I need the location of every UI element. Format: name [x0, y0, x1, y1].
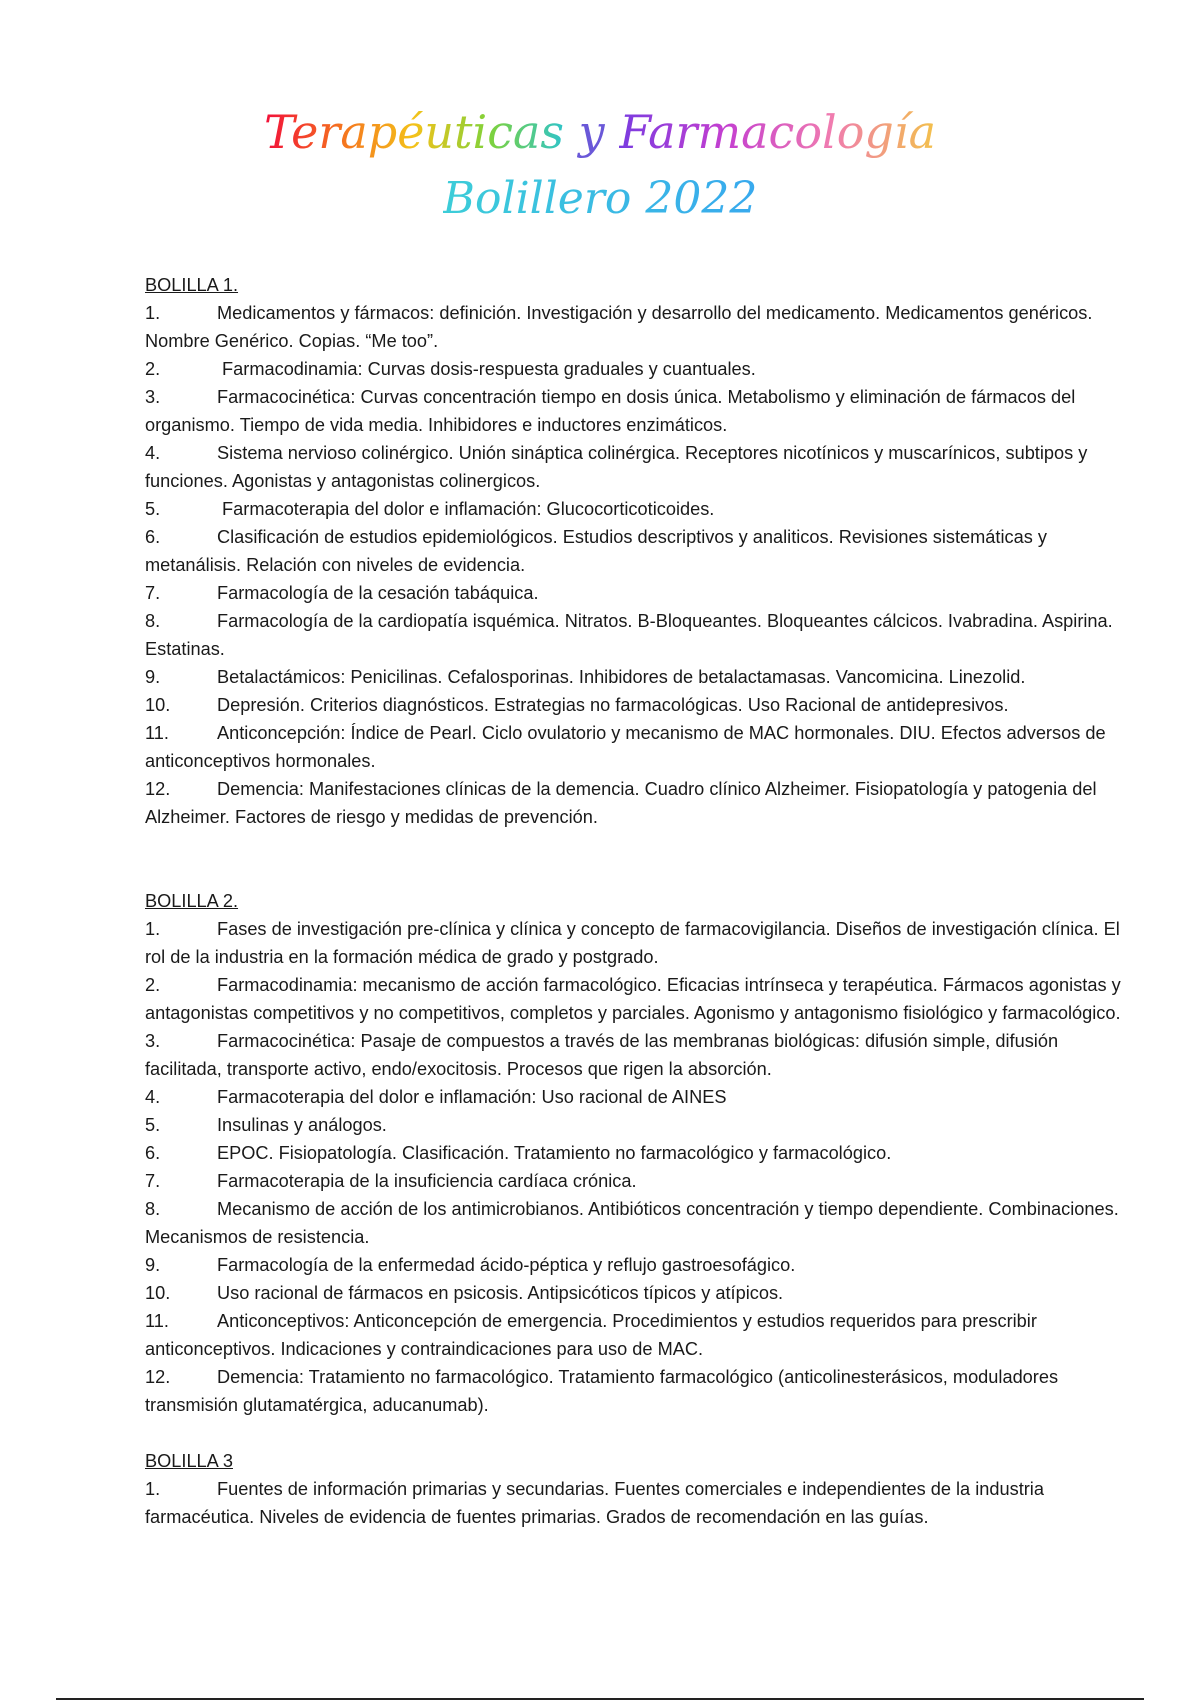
item-number: 1. — [145, 919, 161, 939]
item-text: Mecanismo de acción de los antimicrobianos. Antibióticos concentración y tiempo dependiente. Combinaciones. Mecanismos de resistencia. — [145, 1199, 1119, 1247]
document-subtitle — [0, 170, 1200, 228]
section-spacer — [145, 831, 1125, 887]
list-item — [145, 719, 1125, 775]
section-heading: BOLILLA 2. — [145, 891, 239, 911]
list-item — [145, 495, 1125, 523]
item-number: 9. — [145, 667, 161, 687]
item-number: 9. — [145, 1255, 161, 1275]
item-number: 7. — [145, 1171, 161, 1191]
item-text: EPOC. Fisiopatología. Clasificación. Tratamiento no farmacológico y farmacológico. — [217, 1143, 892, 1163]
item-number: 1. — [145, 1479, 161, 1499]
item-text: Betalactámicos: Penicilinas. Cefalosporinas. Inhibidores de betalactamasas. Vancomicina. Linezolid. — [217, 667, 1026, 687]
list-item — [145, 775, 1125, 831]
item-text: Farmacoterapia del dolor e inflamación: Glucocorticoticoides. — [217, 499, 715, 519]
list-item — [145, 1475, 1125, 1531]
item-number: 6. — [145, 527, 161, 547]
item-text: Demencia: Tratamiento no farmacológico. Tratamiento farmacológico (anticolinesterásicos, moduladores transmisión glutamatérgica, aducanumab). — [145, 1367, 1059, 1415]
list-item — [145, 663, 1125, 691]
item-number: 4. — [145, 1087, 161, 1107]
list-item — [145, 1307, 1125, 1363]
list-item — [145, 1251, 1125, 1279]
list-item — [145, 1363, 1125, 1419]
item-number: 4. — [145, 443, 161, 463]
item-number: 6. — [145, 1143, 161, 1163]
item-text: Insulinas y análogos. — [217, 1115, 387, 1135]
item-number: 10. — [145, 1283, 171, 1303]
section-heading: BOLILLA 1. — [145, 275, 239, 295]
item-text: Farmacodinamia: Curvas dosis-respuesta graduales y cuantuales. — [217, 359, 756, 379]
item-text: Farmacoterapia de la insuficiencia cardíaca crónica. — [217, 1171, 637, 1191]
item-text: Farmacoterapia del dolor e inflamación: Uso racional de AINES — [217, 1087, 727, 1107]
item-text: Demencia: Manifestaciones clínicas de la demencia. Cuadro clínico Alzheimer. Fisiopatología y patogenia del Alzheimer. Factores de riesgo y medidas de prevención. — [145, 779, 1097, 827]
list-item — [145, 1139, 1125, 1167]
section-bolilla-3 — [145, 1447, 1125, 1531]
item-text: Fuentes de información primarias y secundarias. Fuentes comerciales e independientes de la industria farmacéutica. Niveles de evidencia de fuentes primarias. Grados de recomendación en las guías. — [145, 1479, 1044, 1527]
list-item — [145, 579, 1125, 607]
title-word-terapeuticas: Terapéuticas — [264, 102, 564, 162]
item-number: 8. — [145, 1199, 161, 1219]
list-item — [145, 915, 1125, 971]
list-item — [145, 971, 1125, 1027]
item-text: Farmacología de la cesación tabáquica. — [217, 583, 539, 603]
item-number: 12. — [145, 779, 171, 799]
list-item — [145, 383, 1125, 439]
title-word-farmacologia: Farmacología — [619, 102, 936, 162]
section-bolilla-1 — [145, 271, 1125, 831]
item-text: Farmacodinamia: mecanismo de acción farmacológico. Eficacias intrínseca y terapéutica. Fármacos agonistas y antagonistas competitivos y no competitivos, completos y parciales. Agonismo y antagonismo fisiológico y farmacológico. — [145, 975, 1121, 1023]
item-text: Anticoncepción: Índice de Pearl. Ciclo ovulatorio y mecanismo de MAC hormonales. DIU. Efectos adversos de anticonceptivos hormonales. — [145, 723, 1106, 771]
list-item — [145, 1083, 1125, 1111]
list-item — [145, 523, 1125, 579]
item-number: 5. — [145, 499, 161, 519]
document-title — [0, 102, 1200, 162]
section-heading: BOLILLA 3 — [145, 1451, 233, 1471]
item-text: Farmacocinética: Pasaje de compuestos a través de las membranas biológicas: difusión simple, difusión facilitada, transporte activo, endo/exocitosis. Procesos que rigen la absorción. — [145, 1031, 1059, 1079]
item-text: Sistema nervioso colinérgico. Unión sináptica colinérgica. Receptores nicotínicos y muscarínicos, subtipos y funciones. Agonistas y antagonistas colinergicos. — [145, 443, 1088, 491]
item-text: Farmacocinética: Curvas concentración tiempo en dosis única. Metabolismo y eliminación de fármacos del organismo. Tiempo de vida media. Inhibidores e inductores enzimáticos. — [145, 387, 1076, 435]
list-item — [145, 1167, 1125, 1195]
item-number: 11. — [145, 723, 169, 743]
item-number: 12. — [145, 1367, 171, 1387]
list-item — [145, 691, 1125, 719]
list-item — [145, 355, 1125, 383]
list-item — [145, 607, 1125, 663]
list-item — [145, 1027, 1125, 1083]
item-number: 3. — [145, 387, 161, 407]
item-number: 2. — [145, 975, 161, 995]
document-body — [145, 271, 1125, 1531]
subtitle-text: Bolillero 2022 — [442, 173, 758, 224]
item-text: Medicamentos y fármacos: definición. Investigación y desarrollo del medicamento. Medicamentos genéricos. Nombre Genérico. Copias. “Me too”. — [145, 303, 1093, 351]
title-word-y: y — [578, 105, 605, 159]
item-text: Depresión. Criterios diagnósticos. Estrategias no farmacológicas. Uso Racional de antidepresivos. — [217, 695, 1009, 715]
item-number: 11. — [145, 1311, 169, 1331]
item-text: Anticonceptivos: Anticoncepción de emergencia. Procedimientos y estudios requeridos para prescribir anticonceptivos. Indicaciones y contraindicaciones para uso de MAC. — [145, 1311, 1037, 1359]
list-item — [145, 299, 1125, 355]
item-number: 7. — [145, 583, 161, 603]
item-text: Clasificación de estudios epidemiológicos. Estudios descriptivos y analiticos. Revisiones sistemáticas y metanálisis. Relación con niveles de evidencia. — [145, 527, 1047, 575]
section-spacer — [145, 1419, 1125, 1447]
item-text: Uso racional de fármacos en psicosis. Antipsicóticos típicos y atípicos. — [217, 1283, 784, 1303]
item-number: 8. — [145, 611, 161, 631]
list-item — [145, 1195, 1125, 1251]
item-text: Fases de investigación pre-clínica y clínica y concepto de farmacovigilancia. Diseños de investigación clínica. El rol de la industria en la formación médica de grado y postgrado. — [145, 919, 1120, 967]
item-number: 10. — [145, 695, 171, 715]
item-text: Farmacología de la enfermedad ácido-péptica y reflujo gastroesofágico. — [217, 1255, 796, 1275]
list-item — [145, 439, 1125, 495]
item-number: 5. — [145, 1115, 161, 1135]
list-item — [145, 1279, 1125, 1307]
item-text: Farmacología de la cardiopatía isquémica. Nitratos. B-Bloqueantes. Bloqueantes cálcicos. Ivabradina. Aspirina. Estatinas. — [145, 611, 1113, 659]
list-item — [145, 1111, 1125, 1139]
item-number: 3. — [145, 1031, 161, 1051]
item-number: 1. — [145, 303, 161, 323]
item-number: 2. — [145, 359, 161, 379]
section-bolilla-2 — [145, 887, 1125, 1419]
